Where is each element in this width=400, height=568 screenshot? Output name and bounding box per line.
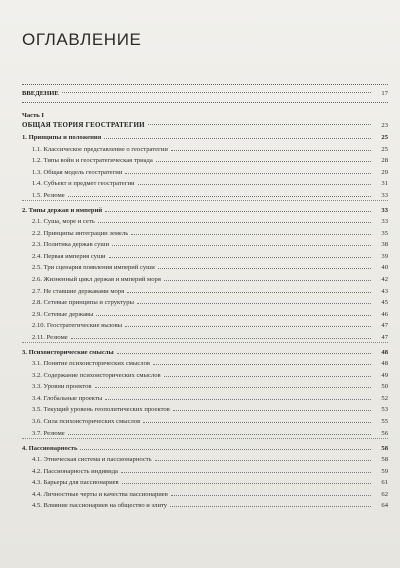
- dot-leader: [173, 410, 371, 411]
- dot-leader: [153, 364, 371, 365]
- toc-section: [22, 306, 388, 318]
- dot-leader: [155, 460, 371, 461]
- toc-section: [22, 390, 388, 402]
- toc-section-title: 3.1. Понятие психоисторических смыслов: [32, 360, 151, 368]
- dot-leader: [68, 434, 371, 435]
- toc-section-page: 61: [381, 479, 388, 487]
- toc-section: [22, 452, 388, 464]
- toc-section-page: 39: [381, 252, 388, 260]
- toc-section: [22, 248, 388, 260]
- toc-section: [22, 153, 388, 165]
- toc-chapter-page: 58: [381, 444, 388, 452]
- dot-leader: [80, 449, 371, 450]
- toc-section-page: 40: [381, 264, 388, 272]
- toc-section: [22, 475, 388, 487]
- toc-chapter-page: 48: [381, 348, 388, 356]
- toc-section-title: 4.3. Барьеры для пассионариев: [32, 479, 119, 487]
- toc-section: [22, 214, 388, 226]
- dot-leader: [171, 495, 371, 496]
- toc-section-page: 59: [381, 467, 388, 475]
- divider: [22, 84, 388, 85]
- toc-section-title: 1.3. Общая модель геостратегии: [32, 168, 123, 176]
- toc-section-page: 50: [381, 383, 388, 391]
- toc-section: [22, 498, 388, 510]
- divider: [22, 102, 388, 103]
- toc-chapter-title: 2. Типы держав и империй: [22, 206, 103, 214]
- toc-chapter-title: 3. Психоисторические смыслы: [22, 348, 114, 356]
- dot-leader: [138, 184, 372, 185]
- intro-page: 17: [381, 89, 388, 97]
- toc-section-title: 3.5. Текущий уровень геополитических проектов: [32, 406, 170, 414]
- dot-leader: [105, 211, 371, 212]
- toc-section-title: 3.7. Резюме: [32, 429, 65, 437]
- toc-chapter-page: 33: [381, 206, 388, 214]
- toc-section-page: 47: [381, 322, 388, 330]
- toc-section: [22, 295, 388, 307]
- dot-leader: [127, 292, 371, 293]
- toc-section-page: 55: [381, 418, 388, 426]
- toc-section-page: 47: [381, 333, 388, 341]
- dot-leader: [164, 280, 371, 281]
- toc-section-title: 2.4. Первая империя суши: [32, 252, 106, 260]
- toc-section-title: 4.4. Личностные черты и качества пассионариев: [32, 490, 168, 498]
- toc-section-page: 28: [381, 157, 388, 165]
- toc-section: [22, 237, 388, 249]
- toc-section: [22, 379, 388, 391]
- toc-section: [22, 413, 388, 425]
- dot-leader: [96, 315, 371, 316]
- toc-chapter-title: 1. Принципы и положения: [22, 134, 102, 141]
- dot-leader: [68, 196, 371, 197]
- toc-section-page: 33: [381, 191, 388, 199]
- part-title: ОБЩАЯ ТЕОРИЯ ГЕОСТРАТЕГИИ: [22, 121, 145, 129]
- toc-section-title: 2.7. Не ставшие державами моря: [32, 287, 125, 295]
- toc-entry-intro: [22, 87, 388, 99]
- dot-leader: [170, 506, 371, 507]
- toc-section: [22, 356, 388, 368]
- toc-section-page: 42: [381, 276, 388, 284]
- toc-section-title: 3.2. Содержание психоисторических смыслов: [32, 371, 161, 379]
- toc-section-page: 29: [381, 168, 388, 176]
- toc-section: [22, 283, 388, 295]
- toc-section: [22, 260, 388, 272]
- toc-section: [22, 367, 388, 379]
- toc-section: [22, 225, 388, 237]
- part-label: Часть I: [22, 112, 45, 119]
- dot-leader: [62, 92, 371, 93]
- dot-leader: [125, 326, 371, 327]
- part-page: 23: [381, 121, 388, 129]
- toc-section-title: 3.3. Уровни проектов: [32, 383, 92, 391]
- toc-section: [22, 318, 388, 330]
- toc-section-title: 3.6. Сила психоисторических смыслов: [32, 418, 141, 426]
- toc-section: [22, 271, 388, 283]
- toc-chapter-title: 4. Пассионарность: [22, 444, 78, 452]
- dot-leader: [137, 303, 371, 304]
- toc-section-title: 2.9. Сетевые державы: [32, 310, 94, 318]
- toc-section: [22, 425, 388, 437]
- dot-leader: [104, 138, 371, 139]
- toc-section-title: 2.3. Политика держав суши: [32, 241, 109, 249]
- intro-title: ВВЕДЕНИЕ: [22, 89, 59, 97]
- toc-chapter: [22, 129, 388, 141]
- toc-chapter-page: 25: [381, 134, 388, 141]
- dot-leader: [117, 353, 371, 354]
- toc-section-page: 31: [381, 180, 388, 188]
- toc-section-page: 45: [381, 299, 388, 307]
- toc-section-page: 38: [381, 241, 388, 249]
- toc-chapter: [22, 343, 388, 356]
- dot-leader: [131, 234, 371, 235]
- dot-leader: [71, 338, 371, 339]
- dot-leader: [105, 399, 371, 400]
- toc-section-page: 48: [381, 360, 388, 368]
- dot-leader: [171, 150, 371, 151]
- dot-leader: [122, 483, 371, 484]
- toc-section-page: 43: [381, 287, 388, 295]
- toc-section-title: 2.5. Три сценария появления империй суши: [32, 264, 155, 272]
- toc-section-page: 64: [381, 502, 388, 510]
- toc-section-title: 2.11. Резюме: [32, 333, 68, 341]
- toc-chapter: [22, 201, 388, 214]
- toc-section-page: 56: [381, 429, 388, 437]
- toc-section: [22, 463, 388, 475]
- toc-section-page: 53: [381, 406, 388, 414]
- toc-section-title: 4.1. Этническая система и пассионарность: [32, 456, 152, 464]
- dot-leader: [158, 268, 371, 269]
- page-title: ОГЛАВЛЕНИЕ: [22, 30, 142, 49]
- dot-leader: [125, 173, 371, 174]
- toc-section: [22, 486, 388, 498]
- dot-leader: [121, 472, 371, 473]
- toc-section-title: 3.4. Глобальные проекты: [32, 394, 103, 402]
- toc-chapter: [22, 439, 388, 452]
- toc-section: [22, 176, 388, 188]
- toc-section-title: 1.4. Субъект и предмет геостратегии: [32, 180, 135, 188]
- toc-section-title: 2.10. Геостратегические вызовы: [32, 322, 123, 330]
- toc-section: [22, 329, 388, 341]
- toc-section-title: 1.1. Классическое представление о геостратегии: [32, 145, 168, 153]
- toc-section: [22, 187, 388, 199]
- dot-leader: [112, 245, 371, 246]
- dot-leader: [98, 222, 371, 223]
- toc-section-title: 2.6. Жизненный цикл держав и империй моря: [32, 276, 161, 284]
- toc-section: [22, 402, 388, 414]
- dot-leader: [164, 376, 371, 377]
- toc-section: [22, 141, 388, 153]
- toc-section-page: 49: [381, 371, 388, 379]
- toc-section-page: 46: [381, 310, 388, 318]
- toc-section-page: 52: [381, 394, 388, 402]
- toc-section: [22, 164, 388, 176]
- toc-section-page: 25: [381, 145, 388, 153]
- toc-section-title: 4.5. Влияние пассионариев на общество и элиту: [32, 502, 168, 510]
- toc-section-title: 1.5. Резюме: [32, 191, 65, 199]
- toc-section-title: 2.1. Суша, море и сеть: [32, 218, 95, 226]
- toc-section-page: 58: [381, 456, 388, 464]
- toc-section-title: 2.2. Принципы интеграции земель: [32, 229, 129, 237]
- toc-section-title: 2.8. Сетевые принципы и структуры: [32, 299, 134, 307]
- dot-leader: [95, 387, 372, 388]
- toc-section-title: 4.2. Пассионарность индивида: [32, 467, 118, 475]
- dot-leader: [148, 124, 371, 125]
- dot-leader: [156, 161, 371, 162]
- toc-section-title: 1.2. Типы войн и геостратегическая триада: [32, 157, 153, 165]
- table-of-contents: [22, 129, 388, 509]
- dot-leader: [143, 422, 371, 423]
- dot-leader: [109, 257, 371, 258]
- toc-section-page: 62: [381, 490, 388, 498]
- toc-section-page: 35: [381, 229, 388, 237]
- toc-section-page: 33: [381, 218, 388, 226]
